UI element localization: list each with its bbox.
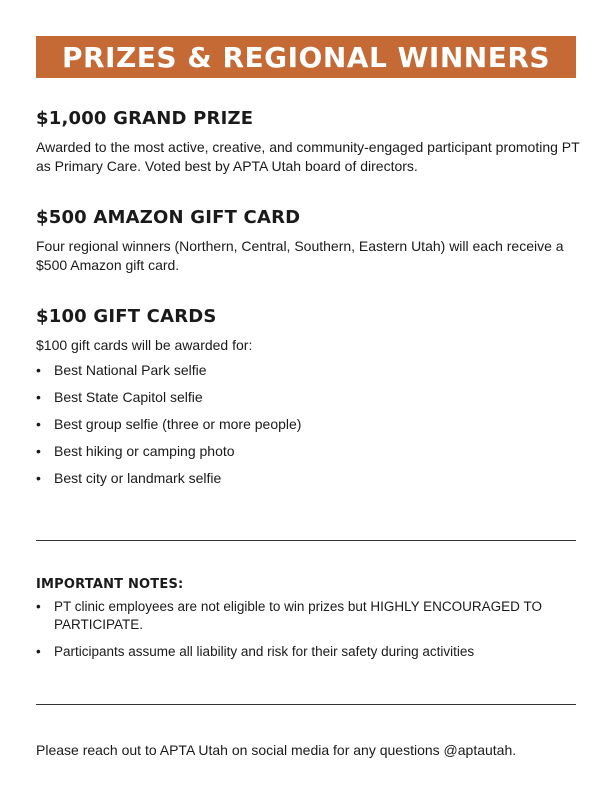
divider-top	[36, 540, 576, 541]
prizes-content	[36, 108, 581, 518]
list-item-text: PT clinic employees are not eligible to win prizes but HIGHLY ENCOURAGED TO PARTICIPATE.	[54, 599, 542, 632]
gift-cards-heading: $100 GIFT CARDS	[36, 306, 217, 327]
list-item-text: Best city or landmark selfie	[54, 470, 222, 486]
important-notes-list	[36, 598, 581, 661]
list-item	[36, 442, 581, 461]
bullet-icon: •	[36, 599, 41, 614]
bullet-icon: •	[36, 470, 41, 486]
list-item	[36, 388, 581, 407]
amazon-gift-card-section	[36, 207, 581, 275]
important-notes-heading: IMPORTANT NOTES:	[36, 577, 184, 592]
bullet-icon: •	[36, 644, 41, 659]
divider-bottom	[36, 704, 576, 705]
list-item-text: Best hiking or camping photo	[54, 443, 235, 459]
list-item-text: Best State Capitol selfie	[54, 389, 203, 405]
bullet-icon: •	[36, 389, 41, 405]
grand-prize-heading: $1,000 GRAND PRIZE	[36, 108, 254, 129]
gift-cards-section	[36, 306, 581, 488]
grand-prize-description: Awarded to the most active, creative, and community-engaged participant promoting PT as Primary Care. Voted best by APTA Utah board of directors.	[36, 139, 580, 174]
gift-cards-intro: $100 gift cards will be awarded for:	[36, 337, 253, 353]
bullet-icon: •	[36, 416, 41, 432]
gift-card-category-list	[36, 361, 581, 488]
list-item-text: Best National Park selfie	[54, 362, 207, 378]
contact-footer: Please reach out to APTA Utah on social media for any questions @aptautah.	[36, 742, 517, 758]
list-item-text: Best group selfie (three or more people)	[54, 416, 302, 432]
list-item	[36, 415, 581, 434]
amazon-gift-card-heading: $500 AMAZON GIFT CARD	[36, 207, 301, 228]
amazon-gift-card-description: Four regional winners (Northern, Central, Southern, Eastern Utah) will each receive a $500 Amazon gift card.	[36, 238, 564, 273]
bullet-icon: •	[36, 443, 41, 459]
list-item	[36, 598, 581, 634]
grand-prize-section	[36, 108, 581, 176]
list-item	[36, 469, 581, 488]
bullet-icon: •	[36, 362, 41, 378]
title-banner	[36, 36, 576, 78]
list-item-text: Participants assume all liability and risk for their safety during activities	[54, 644, 475, 659]
list-item	[36, 643, 581, 661]
important-notes-section	[36, 577, 581, 670]
list-item	[36, 361, 581, 380]
page-title: PRIZES & REGIONAL WINNERS	[61, 40, 551, 74]
